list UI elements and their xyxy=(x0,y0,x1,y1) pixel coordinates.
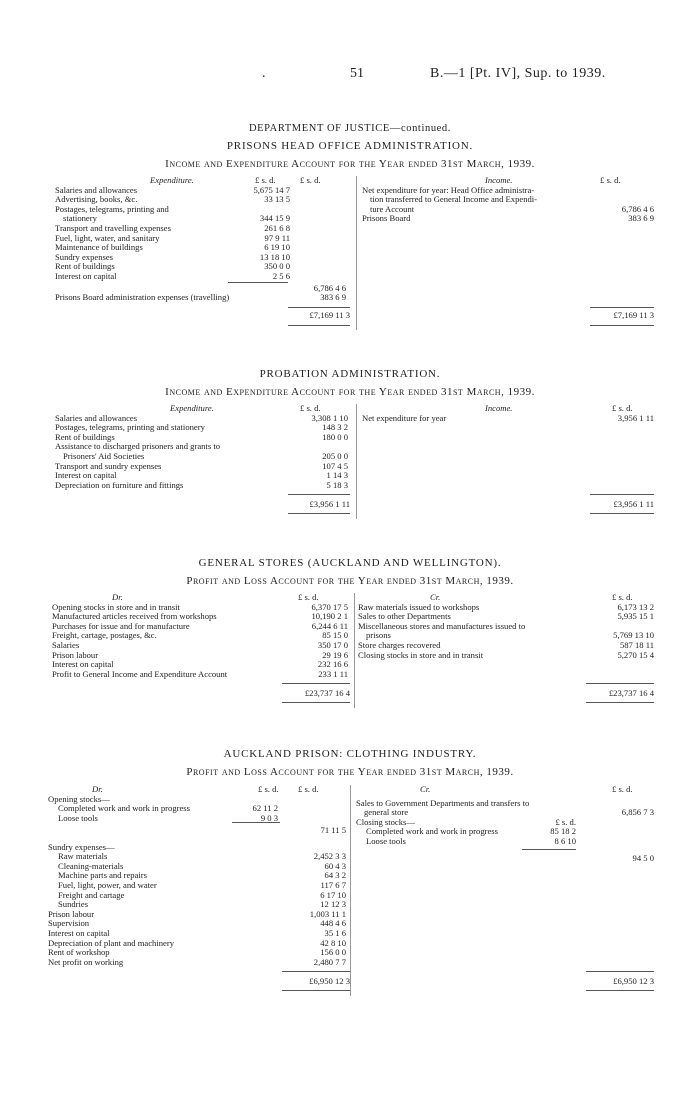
expense-row-amount: 344 15 9 xyxy=(259,213,290,224)
expense-row-label: Transport and sundry expenses xyxy=(55,461,162,471)
expense-row-amount: 33 13 5 xyxy=(264,194,290,205)
debit-row-amount: 85 15 0 xyxy=(322,630,348,641)
cr-heading: Cr. xyxy=(420,784,431,794)
debit-row-amount: 156 0 0 xyxy=(320,947,346,958)
debit-row-amount: 1,003 11 1 xyxy=(309,908,346,919)
debit-row-label: Depreciation of plant and machinery xyxy=(48,938,174,948)
sundry-row-amount: 6 17 10 xyxy=(320,889,346,900)
total-amount: £23,737 16 4 xyxy=(304,688,350,698)
closing-row-amount: 85 18 2 xyxy=(550,826,576,837)
expense-row-label: Postages, telegrams, printing and stationery xyxy=(55,423,205,433)
cr-heading: Cr. xyxy=(430,592,441,602)
income-row-label: Prisons Board xyxy=(362,214,411,224)
auckland-prison-title: AUCKLAND PRISON: CLOTHING INDUSTRY. xyxy=(223,748,477,760)
page-number: 51 xyxy=(350,66,364,81)
expense-row-amount: 205 0 0 xyxy=(322,451,348,461)
currency-heading-2: £ s. d. xyxy=(612,403,633,413)
credit-row-label: Miscellaneous stores and manufactures issued to xyxy=(358,621,526,631)
closing-row-amount: 8 6 10 xyxy=(554,835,576,846)
expense-row-label: Advertising, books, &c. xyxy=(55,195,138,205)
total-rule-bottom xyxy=(586,990,654,991)
currency-heading-2: £ s. d. xyxy=(298,784,319,794)
currency-heading-2: £ s. d. xyxy=(612,592,633,602)
debit-row-amount: 350 17 0 xyxy=(317,640,348,650)
income-row-amount: 6,786 4 6 xyxy=(621,203,654,214)
currency-heading-1: £ s. d. xyxy=(298,592,319,602)
sundry-row-amount: 60 4 3 xyxy=(324,860,346,871)
credit-row-label: Closing stocks in store and in transit xyxy=(358,650,484,660)
auckland-prison-subtitle: Profit and Loss Account for the Year ended 31st March, 1939. xyxy=(186,766,514,778)
currency-heading-3: £ s. d. xyxy=(600,175,621,185)
debit-row-label: Opening stocks in store and in transit xyxy=(52,602,180,612)
total-rule-bottom xyxy=(282,990,350,991)
debit-row-amount: 35 1 6 xyxy=(324,928,346,938)
expense-row-amount: 180 0 0 xyxy=(322,431,348,442)
closing-currency-heading: £ s. d. xyxy=(555,816,576,827)
total-rule xyxy=(288,307,350,308)
expense-row-label: Interest on capital xyxy=(55,272,117,281)
general-stores-title: GENERAL STORES (AUCKLAND AND WELLINGTON). xyxy=(198,557,502,569)
credit-row-amount: 6,173 13 2 xyxy=(617,601,654,612)
expense-row-label: Salaries and allowances xyxy=(55,413,138,423)
expense-row-label: Depreciation on furniture and fittings xyxy=(55,480,184,490)
debit-row-amount: 42 8 10 xyxy=(320,937,346,948)
sundry-row-label: Sundries xyxy=(58,900,89,910)
income-row-label: Net expenditure for year: Head Office administra- xyxy=(362,185,535,195)
sundry-row-label: Fuel, light, power, and water xyxy=(58,881,157,890)
income-row-label: tion transferred to General Income and Expendi- xyxy=(370,195,538,205)
debit-row-amount: 6,370 17 5 xyxy=(311,601,348,612)
debit-row-amount: 233 1 11 xyxy=(318,668,348,679)
prisons-board-expense-amount: 383 6 9 xyxy=(320,292,346,303)
expenditure-heading: Expenditure. xyxy=(170,403,214,413)
expense-row-amount: 2 5 6 xyxy=(272,271,290,281)
subtotal-rule xyxy=(522,849,576,850)
opening-row-label: Loose tools xyxy=(58,813,98,823)
expense-row-label: Sundry expenses xyxy=(55,252,113,262)
debit-row-label: Profit to General Income and Expenditure Account xyxy=(52,669,228,679)
expense-row-amount: 6 19 10 xyxy=(264,242,290,253)
debit-row-label: Interest on capital xyxy=(52,660,114,670)
currency-heading-2: £ s. d. xyxy=(300,175,321,185)
expense-row-label: Assistance to discharged prisoners and grants to xyxy=(55,442,220,452)
expense-row-label: Rent of buildings xyxy=(55,262,115,272)
total-rule xyxy=(590,307,654,308)
total-rule-bottom xyxy=(288,325,350,326)
credit-row-amount: 5,769 13 10 xyxy=(613,630,654,641)
currency-heading-1: £ s. d. xyxy=(300,403,321,413)
income-heading: Income. xyxy=(485,175,513,185)
total-rule xyxy=(288,494,350,495)
sundry-row-amount: 12 12 3 xyxy=(320,899,346,910)
debit-row-label: Freight, cartage, postages, &c. xyxy=(52,631,157,641)
total-rule xyxy=(282,971,350,972)
closing-row-label: Completed work and work in progress xyxy=(366,827,498,837)
expense-row-label: stationery xyxy=(63,214,97,224)
page-dot: . xyxy=(262,66,266,81)
income-row-label: Net expenditure for year xyxy=(362,413,447,423)
opening-row-amount: 9 0 3 xyxy=(260,812,278,823)
expense-row-amount: 350 0 0 xyxy=(264,261,290,272)
dr-heading: Dr. xyxy=(112,592,123,602)
department-heading: DEPARTMENT OF JUSTICE—continued. xyxy=(248,123,452,134)
sundry-row-label: Machine parts and repairs xyxy=(58,871,148,881)
column-divider xyxy=(354,593,355,708)
debit-row-label: Prison labour xyxy=(52,650,99,660)
expense-row-label: Interest on capital xyxy=(55,471,117,481)
sales-label-line1: Sales to Government Departments and transfers to xyxy=(356,798,530,808)
expenditure-heading: Expenditure. xyxy=(150,175,194,185)
total-rule xyxy=(586,683,654,684)
probation-title: PROBATION ADMINISTRATION. xyxy=(259,368,441,380)
debit-row-label: Salaries xyxy=(52,641,80,650)
total-amount: £23,737 16 4 xyxy=(608,688,654,698)
debit-row-amount: 10,190 2 1 xyxy=(311,611,348,622)
debit-row-label: Manufactured articles received from workshops xyxy=(52,612,217,622)
total-amount: £7,169 11 3 xyxy=(309,310,350,321)
subtotal-rule xyxy=(228,282,288,283)
debit-row-amount: 29 19 6 xyxy=(322,649,348,660)
sundry-row-label: Freight and cartage xyxy=(58,890,125,900)
expense-row-label: Postages, telegrams, printing and xyxy=(55,204,169,214)
sundry-expenses-label: Sundry expenses— xyxy=(48,842,115,852)
debit-row-label: Supervision xyxy=(48,919,90,929)
expense-row-amount: 3,308 1 10 xyxy=(311,412,348,423)
prisons-head-office-subtitle: Income and Expenditure Account for the Year ended 31st March, 1939. xyxy=(165,158,535,170)
income-heading: Income. xyxy=(485,403,513,413)
currency-heading-1: £ s. d. xyxy=(258,784,279,794)
total-rule-bottom xyxy=(590,325,654,326)
total-rule xyxy=(586,971,654,972)
expense-row-amount: 107 4 5 xyxy=(322,460,348,471)
expense-row-amount: 13 18 10 xyxy=(259,251,290,262)
total-rule-bottom xyxy=(590,513,654,514)
currency-heading-1: £ s. d. xyxy=(255,175,276,185)
expense-row-amount: 5,675 14 7 xyxy=(253,184,290,195)
expense-row-label: Salaries and allowances xyxy=(55,185,138,195)
sundry-row-amount: 2,452 3 3 xyxy=(313,851,346,862)
sundry-row-label: Cleaning-materials xyxy=(58,861,124,871)
expense-row-label: Transport and travelling expenses xyxy=(55,224,171,233)
sales-amount: 6,856 7 3 xyxy=(621,807,654,818)
expense-row-amount: 148 3 2 xyxy=(322,422,348,433)
credit-row-label: Store charges recovered xyxy=(358,641,441,650)
opening-row-amount: 62 11 2 xyxy=(252,803,278,814)
credit-row-amount: 587 18 11 xyxy=(619,640,654,650)
sundry-row-label: Raw materials xyxy=(58,852,108,862)
expense-row-amount: 1 14 3 xyxy=(326,470,348,481)
closing-stocks-label: Closing stocks— xyxy=(356,817,415,827)
credit-row-amount: 5,935 15 1 xyxy=(617,611,654,622)
total-rule-bottom xyxy=(586,702,654,703)
expense-row-label: Prisoners' Aid Societies xyxy=(63,452,145,461)
probation-subtitle: Income and Expenditure Account for the Year ended 31st March, 1939. xyxy=(165,386,535,398)
expense-row-label: Maintenance of buildings xyxy=(55,243,143,253)
debit-row-amount: 2,480 7 7 xyxy=(313,956,346,967)
total-amount: £6,950 12 3 xyxy=(613,976,654,986)
subtotal-amount: 6,786 4 6 xyxy=(313,282,346,293)
debit-row-label: Rent of workshop xyxy=(48,948,110,958)
prisons-head-office-title: PRISONS HEAD OFFICE ADMINISTRATION. xyxy=(226,140,474,152)
credit-row-label: prisons xyxy=(366,631,391,641)
income-row-label: ture Account xyxy=(370,204,415,214)
closing-row-label: Loose tools xyxy=(366,836,406,846)
closing-total-amount: 94 5 0 xyxy=(632,853,654,864)
debit-row-amount: 6,244 6 11 xyxy=(311,620,348,631)
total-rule-bottom xyxy=(288,513,350,514)
column-divider xyxy=(356,176,357,330)
currency-heading-3: £ s. d. xyxy=(612,784,633,794)
debit-row-amount: 448 4 6 xyxy=(320,918,346,929)
total-rule xyxy=(282,683,350,684)
prisons-board-expense-label: Prisons Board administration expenses (travelling) xyxy=(55,293,230,303)
debit-row-label: Net profit on working xyxy=(48,957,124,967)
page-reference: B.—1 [Pt. IV], Sup. to 1939. xyxy=(430,66,606,81)
total-amount: £3,956 1 11 xyxy=(613,499,654,509)
sales-label-line2: general store xyxy=(364,808,409,818)
subtotal-rule xyxy=(232,822,280,823)
total-amount: £3,956 1 11 xyxy=(309,499,350,509)
debit-row-label: Interest on capital xyxy=(48,929,110,938)
income-row-amount: 3,956 1 11 xyxy=(617,412,654,423)
sundry-row-amount: 64 3 2 xyxy=(324,870,346,881)
expense-row-label: Fuel, light, water, and sanitary xyxy=(55,233,160,243)
total-rule xyxy=(590,494,654,495)
sundry-row-amount: 117 6 7 xyxy=(320,880,346,890)
credit-row-label: Sales to other Departments xyxy=(358,612,451,622)
credit-row-amount: 5,270 15 4 xyxy=(617,649,654,660)
debit-row-label: Purchases for issue and for manufacture xyxy=(52,621,190,631)
opening-total-amount: 71 11 5 xyxy=(320,825,346,836)
debit-row-amount: 232 16 6 xyxy=(317,659,348,670)
expense-row-label: Rent of buildings xyxy=(55,432,115,442)
expense-row-amount: 261 6 8 xyxy=(264,223,290,233)
income-row-amount: 383 6 9 xyxy=(628,213,654,224)
general-stores-subtitle: Profit and Loss Account for the Year ended 31st March, 1939. xyxy=(186,575,514,587)
column-divider xyxy=(356,404,357,519)
total-amount: £7,169 11 3 xyxy=(613,310,654,321)
expense-row-amount: 5 18 3 xyxy=(326,479,348,490)
total-amount: £6,950 12 3 xyxy=(309,976,350,986)
credit-row-label: Raw materials issued to workshops xyxy=(358,602,480,612)
debit-row-label: Prison labour xyxy=(48,909,95,919)
total-rule-bottom xyxy=(282,702,350,703)
opening-stocks-label: Opening stocks— xyxy=(48,794,110,804)
column-divider xyxy=(350,785,351,996)
opening-row-label: Completed work and work in progress xyxy=(58,804,190,814)
expense-row-amount: 97 9 11 xyxy=(264,232,290,243)
dr-heading: Dr. xyxy=(92,784,103,794)
